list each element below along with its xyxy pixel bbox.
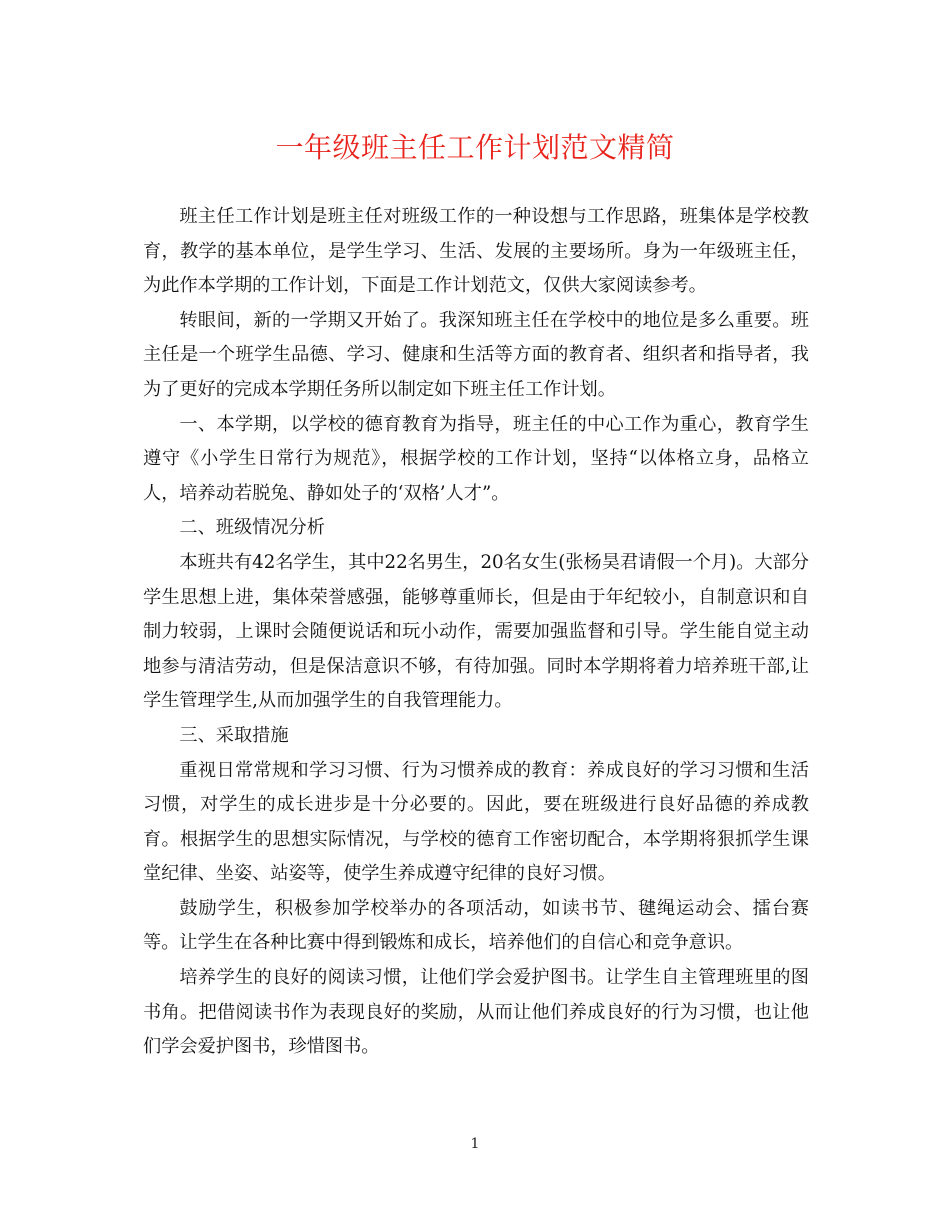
page-number: 1: [470, 1136, 480, 1152]
paragraph-class-analysis: 本班共有42名学生，其中22名男生，20名女生(张杨昊君请假一个月)。大部分学生思想上进，集体荣誉感强，能够尊重师长，但是由于年纪较小，自制意识和自制力较弱，上课时会随便说话和玩小动作，需要加强监督和引导。学生能自觉主动地参与清洁劳动，但是保洁意识不够，有待加强。同时本学期将着力培养班干部,让学生管理学生,从而加强学生的自我管理能力。: [143, 551, 809, 712]
section-heading-class-analysis: 二、班级情况分析: [179, 517, 325, 539]
paragraph-opening: 转眼间，新的一学期又开始了。我深知班主任在学校中的地位是多么重要。班主任是一个班学生品德、学习、健康和生活等方面的教育者、组织者和指导者，我为了更好的完成本学期任务所以制定如下班主任工作计划。: [143, 309, 809, 400]
paragraph-measure-activities: 鼓励学生，积极参加学校举办的各项活动，如读书节、毽绳运动会、擂台赛等。让学生在各种比赛中得到锻炼和成长，培养他们的自信心和竞争意识。: [143, 897, 809, 954]
paragraph-measure-habits: 重视日常常规和学习习惯、行为习惯养成的教育：养成良好的学习习惯和生活习惯，对学生的成长进步是十分必要的。因此，要在班级进行良好品德的养成教育。根据学生的思想实际情况，与学校的德育工作密切配合，本学期将狠抓学生课堂纪律、坐姿、站姿等，使学生养成遵守纪律的良好习惯。: [143, 759, 809, 885]
document-body: [143, 200, 809, 1065]
document-title: 一年级班主任工作计划范文精简: [275, 131, 675, 164]
paragraph-measure-reading: 培养学生的良好的阅读习惯，让他们学会爱护图书。让学生自主管理班里的图书角。把借阅读书作为表现良好的奖励，从而让他们养成良好的行为习惯，也让他们学会爱护图书，珍惜图书。: [143, 967, 809, 1058]
paragraph-section-1: 一、本学期，以学校的德育教育为指导，班主任的中心工作为重心，教育学生遵守《小学生日常行为规范》，根据学校的工作计划，坚持“以体格立身，品格立人，培养动若脱兔、静如处子的‘双格’人才”。: [143, 413, 809, 504]
paragraph-intro: 班主任工作计划是班主任对班级工作的一种设想与工作思路，班集体是学校教育，教学的基本单位，是学生学习、生活、发展的主要场所。身为一年级班主任，为此作本学期的工作计划，下面是工作计划范文，仅供大家阅读参考。: [143, 206, 809, 297]
section-heading-measures: 三、采取措施: [179, 724, 289, 746]
